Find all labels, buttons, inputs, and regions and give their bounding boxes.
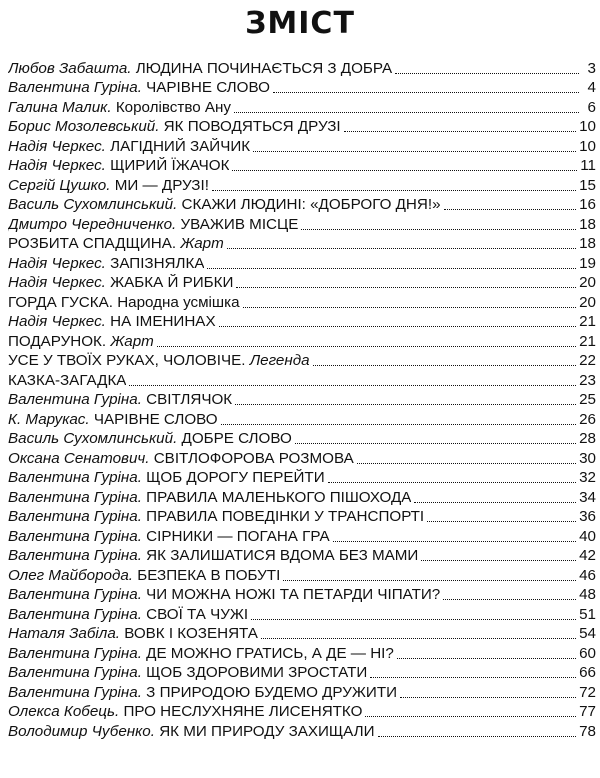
toc-entry-text bbox=[8, 138, 250, 156]
toc-entry-text bbox=[8, 333, 154, 351]
toc-entry[interactable] bbox=[8, 663, 596, 683]
toc-author: Валентина Гуріна. bbox=[8, 488, 142, 506]
toc-entry-text bbox=[8, 313, 216, 331]
toc-author: Олекса Кобець. bbox=[8, 703, 120, 720]
table-of-contents bbox=[8, 58, 596, 741]
dot-leader bbox=[295, 443, 576, 444]
dot-leader bbox=[443, 599, 576, 600]
toc-page-number: 18 bbox=[579, 235, 596, 252]
toc-entry[interactable] bbox=[8, 117, 596, 137]
toc-author: Валентина Гуріна. bbox=[8, 508, 142, 525]
dot-leader bbox=[313, 365, 577, 366]
toc-entry-text bbox=[8, 450, 354, 468]
toc-entry-text bbox=[8, 567, 280, 585]
toc-entry[interactable] bbox=[8, 624, 596, 644]
dot-leader bbox=[357, 463, 576, 464]
toc-entry[interactable] bbox=[8, 58, 596, 78]
toc-page-number: 19 bbox=[579, 254, 596, 272]
dot-leader bbox=[212, 190, 576, 191]
toc-genre-note: Жарт bbox=[180, 235, 224, 252]
toc-entry-text bbox=[8, 703, 362, 721]
toc-page-number: 54 bbox=[579, 625, 596, 642]
toc-author: Надія Черкес. bbox=[8, 254, 106, 272]
dot-leader bbox=[400, 697, 576, 698]
toc-page-number: 36 bbox=[579, 508, 596, 525]
toc-entry[interactable] bbox=[8, 643, 596, 663]
toc-page-number: 51 bbox=[579, 605, 596, 623]
toc-page-number: 60 bbox=[579, 644, 596, 662]
toc-title: ПРО НЕСЛУХНЯНЕ ЛИСЕНЯТКО bbox=[123, 703, 363, 720]
toc-entry-text bbox=[8, 547, 418, 565]
toc-page-number: 21 bbox=[579, 313, 596, 330]
toc-entry-text bbox=[8, 411, 218, 429]
toc-entry[interactable] bbox=[8, 351, 596, 371]
dot-leader bbox=[344, 131, 576, 132]
toc-title: РОЗБИТА СПАДЩИНА. bbox=[8, 235, 177, 252]
toc-title: ЩОБ ДОРОГУ ПЕРЕЙТИ bbox=[146, 469, 325, 486]
toc-entry-text bbox=[8, 274, 233, 292]
toc-page-number: 28 bbox=[579, 430, 596, 447]
toc-author: Володимир Чубенко. bbox=[8, 722, 155, 740]
toc-title: ЯК ЗАЛИШАТИСЯ ВДОМА БЕЗ МАМИ bbox=[146, 547, 419, 564]
toc-entry[interactable] bbox=[8, 214, 596, 234]
toc-title: БЕЗПЕКА В ПОБУТІ bbox=[137, 566, 281, 584]
toc-title: ЛАГІДНИЙ ЗАЙЧИК bbox=[110, 137, 251, 155]
dot-leader bbox=[395, 73, 579, 74]
toc-entry-text bbox=[8, 489, 411, 507]
page-title: ЗМІСТ bbox=[245, 6, 355, 41]
dot-leader bbox=[236, 287, 576, 288]
toc-entry[interactable] bbox=[8, 448, 596, 468]
toc-author: Валентина Гуріна. bbox=[8, 469, 142, 486]
toc-entry-text bbox=[8, 235, 224, 253]
toc-entry[interactable] bbox=[8, 721, 596, 741]
toc-author: Валентина Гуріна. bbox=[8, 547, 142, 564]
toc-title: НА ІМЕНИНАХ bbox=[110, 313, 216, 330]
toc-author: Борис Мозолевський. bbox=[8, 118, 160, 135]
dot-leader bbox=[365, 716, 576, 717]
toc-author: Любов Забашта. bbox=[8, 59, 132, 77]
toc-entry-text bbox=[8, 723, 375, 741]
toc-entry-text bbox=[8, 177, 209, 195]
toc-title: З ПРИРОДОЮ БУДЕМО ДРУЖИТИ bbox=[146, 683, 398, 701]
dot-leader bbox=[253, 151, 576, 152]
toc-entry-text bbox=[8, 216, 298, 234]
toc-author: К. Марукас. bbox=[8, 410, 90, 428]
toc-title: СІРНИКИ — ПОГАНА ГРА bbox=[146, 527, 330, 545]
toc-entry[interactable] bbox=[8, 370, 596, 390]
toc-entry[interactable] bbox=[8, 702, 596, 722]
toc-title: КАЗКА-ЗАГАДКА bbox=[8, 371, 127, 389]
toc-title: ДЕ МОЖНО ГРАТИСЬ, А ДЕ — НІ? bbox=[146, 644, 394, 662]
toc-entry-text bbox=[8, 528, 330, 546]
toc-title: ПРАВИЛА ПОВЕДІНКИ У ТРАНСПОРТІ bbox=[146, 508, 425, 525]
toc-title: ПОДАРУНОК. bbox=[8, 332, 107, 350]
toc-title: УВАЖИВ МІСЦЕ bbox=[180, 215, 299, 233]
toc-entry-text bbox=[8, 684, 397, 702]
toc-author: Василь Сухомлинський. bbox=[8, 430, 178, 447]
toc-entry-text bbox=[8, 294, 240, 312]
dot-leader bbox=[273, 92, 579, 93]
toc-page-number: 23 bbox=[579, 371, 596, 389]
toc-page-number: 10 bbox=[579, 137, 596, 155]
toc-page-number: 34 bbox=[579, 488, 596, 506]
dot-leader bbox=[221, 424, 576, 425]
dot-leader bbox=[427, 521, 576, 522]
toc-entry[interactable] bbox=[8, 175, 596, 195]
toc-entry-text bbox=[8, 99, 231, 117]
toc-page-number: 22 bbox=[579, 352, 596, 369]
toc-author: Василь Сухомлинський. bbox=[8, 196, 178, 213]
toc-entry-text bbox=[8, 508, 424, 526]
toc-entry[interactable] bbox=[8, 487, 596, 507]
dot-leader bbox=[157, 346, 576, 347]
toc-page-number: 20 bbox=[579, 293, 596, 311]
toc-entry[interactable] bbox=[8, 97, 596, 117]
dot-leader bbox=[207, 268, 576, 269]
toc-author: Валентина Гуріна. bbox=[8, 664, 142, 681]
toc-entry[interactable] bbox=[8, 468, 596, 488]
toc-page-number: 3 bbox=[587, 59, 596, 77]
toc-author: Оксана Сенатович. bbox=[8, 449, 150, 467]
toc-page-number: 32 bbox=[579, 469, 596, 486]
toc-title: ЧИ МОЖНА НОЖІ ТА ПЕТАРДИ ЧІПАТИ? bbox=[146, 586, 441, 603]
toc-title: УСЕ У ТВОЇХ РУКАХ, ЧОЛОВІЧЕ. bbox=[8, 352, 246, 369]
toc-entry[interactable] bbox=[8, 312, 596, 332]
dot-leader bbox=[414, 502, 576, 503]
dot-leader bbox=[235, 404, 576, 405]
dot-leader bbox=[251, 619, 576, 620]
toc-page-number: 72 bbox=[579, 683, 596, 701]
toc-title: ЩИРИЙ ЇЖАЧОК bbox=[110, 157, 230, 174]
toc-entry[interactable] bbox=[8, 136, 596, 156]
toc-entry[interactable] bbox=[8, 546, 596, 566]
toc-page-number: 18 bbox=[579, 215, 596, 233]
toc-page-number: 66 bbox=[579, 664, 596, 681]
toc-title: ЩОБ ЗДОРОВИМИ ЗРОСТАТИ bbox=[146, 664, 368, 681]
toc-entry[interactable] bbox=[8, 253, 596, 273]
toc-entry[interactable] bbox=[8, 409, 596, 429]
toc-entry[interactable] bbox=[8, 292, 596, 312]
toc-entry-text bbox=[8, 664, 367, 682]
toc-title: ДОБРЕ СЛОВО bbox=[181, 430, 292, 447]
dot-leader bbox=[243, 307, 577, 308]
toc-title: ЯК ПОВОДЯТЬСЯ ДРУЗІ bbox=[163, 118, 341, 135]
toc-entry-text bbox=[8, 430, 292, 448]
toc-page-number: 48 bbox=[579, 586, 596, 603]
toc-title: СВІТЛЯЧОК bbox=[146, 391, 233, 408]
dot-leader bbox=[333, 541, 576, 542]
toc-entry-text bbox=[8, 469, 325, 487]
toc-author: Сергій Цушко. bbox=[8, 176, 111, 194]
toc-entry[interactable] bbox=[8, 604, 596, 624]
toc-title: ЧАРІВНЕ СЛОВО bbox=[93, 410, 218, 428]
toc-author: Дмитро Чередниченко. bbox=[8, 215, 177, 233]
toc-entry[interactable] bbox=[8, 156, 596, 176]
toc-entry-text bbox=[8, 196, 441, 214]
toc-title: Королівство Ану bbox=[115, 98, 232, 116]
toc-title: МИ — ДРУЗІ! bbox=[114, 176, 209, 194]
toc-page-number: 78 bbox=[579, 722, 596, 740]
toc-entry-text bbox=[8, 372, 126, 390]
toc-author: Надія Черкес. bbox=[8, 137, 106, 155]
toc-page-number: 42 bbox=[579, 547, 596, 564]
toc-entry[interactable] bbox=[8, 331, 596, 351]
toc-page-number: 77 bbox=[579, 703, 596, 720]
dot-leader bbox=[397, 658, 576, 659]
dot-leader bbox=[232, 170, 577, 171]
toc-entry[interactable] bbox=[8, 273, 596, 293]
toc-page-number: 4 bbox=[587, 79, 596, 96]
dot-leader bbox=[129, 385, 576, 386]
dot-leader bbox=[219, 326, 577, 327]
dot-leader bbox=[301, 229, 576, 230]
toc-title: ГОРДА ГУСКА. Народна усмішка bbox=[8, 293, 240, 311]
toc-author: Валентина Гуріна. bbox=[8, 79, 142, 96]
toc-title: ЛЮДИНА ПОЧИНАЄТЬСЯ З ДОБРА bbox=[135, 59, 393, 77]
toc-entry-text bbox=[8, 60, 392, 78]
toc-title: ЗАПІЗНЯЛКА bbox=[110, 254, 205, 272]
toc-page-number: 46 bbox=[579, 566, 596, 584]
dot-leader bbox=[378, 736, 577, 737]
toc-entry[interactable] bbox=[8, 390, 596, 410]
toc-entry-text bbox=[8, 391, 232, 409]
toc-page-number: 20 bbox=[579, 274, 596, 291]
toc-author: Надія Черкес. bbox=[8, 274, 106, 291]
dot-leader bbox=[370, 677, 576, 678]
toc-title: СКАЖИ ЛЮДИНІ: «ДОБРОГО ДНЯ!» bbox=[181, 196, 441, 213]
toc-title: ВОВК І КОЗЕНЯТА bbox=[124, 625, 258, 642]
toc-author: Валентина Гуріна. bbox=[8, 644, 142, 662]
toc-entry[interactable] bbox=[8, 507, 596, 527]
toc-entry[interactable] bbox=[8, 234, 596, 254]
dot-leader bbox=[261, 638, 576, 639]
dot-leader bbox=[234, 112, 579, 113]
toc-entry-text bbox=[8, 606, 248, 624]
toc-entry-text bbox=[8, 586, 440, 604]
toc-entry-text bbox=[8, 79, 270, 97]
toc-author: Валентина Гуріна. bbox=[8, 527, 142, 545]
toc-page-number: 30 bbox=[579, 449, 596, 467]
dot-leader bbox=[227, 248, 576, 249]
toc-title: СВОЇ ТА ЧУЖІ bbox=[146, 605, 249, 623]
toc-author: Надія Черкес. bbox=[8, 313, 106, 330]
toc-entry[interactable] bbox=[8, 526, 596, 546]
dot-leader bbox=[328, 482, 576, 483]
toc-author: Валентина Гуріна. bbox=[8, 605, 142, 623]
toc-author: Наталя Забіла. bbox=[8, 625, 120, 642]
toc-genre-note: Жарт bbox=[110, 332, 154, 350]
toc-entry-text bbox=[8, 157, 229, 175]
toc-title: ПРАВИЛА МАЛЕНЬКОГО ПІШОХОДА bbox=[146, 488, 412, 506]
toc-author: Валентина Гуріна. bbox=[8, 586, 142, 603]
toc-page-number: 6 bbox=[587, 98, 596, 116]
toc-entry-text bbox=[8, 352, 310, 370]
toc-entry-text bbox=[8, 625, 258, 643]
toc-title: СВІТЛОФОРОВА РОЗМОВА bbox=[153, 449, 354, 467]
toc-entry-text bbox=[8, 255, 204, 273]
toc-page-number: 16 bbox=[579, 196, 596, 213]
toc-entry[interactable] bbox=[8, 78, 596, 98]
toc-page-number: 15 bbox=[579, 176, 596, 194]
toc-author: Галина Малик. bbox=[8, 98, 112, 116]
toc-entry[interactable] bbox=[8, 585, 596, 605]
toc-entry[interactable] bbox=[8, 682, 596, 702]
toc-entry-text bbox=[8, 645, 394, 663]
dot-leader bbox=[444, 209, 577, 210]
dot-leader bbox=[421, 560, 576, 561]
toc-author: Валентина Гуріна. bbox=[8, 683, 142, 701]
dot-leader bbox=[283, 580, 576, 581]
toc-author: Валентина Гуріна. bbox=[8, 391, 142, 408]
toc-page-number: 11 bbox=[580, 157, 596, 174]
toc-title: ЧАРІВНЕ СЛОВО bbox=[146, 79, 270, 96]
toc-page-number: 26 bbox=[579, 410, 596, 428]
toc-entry[interactable] bbox=[8, 565, 596, 585]
toc-author: Надія Черкес. bbox=[8, 157, 106, 174]
toc-entry-text bbox=[8, 118, 341, 136]
toc-page-number: 10 bbox=[579, 118, 596, 135]
toc-page-number: 21 bbox=[579, 332, 596, 350]
toc-entry[interactable] bbox=[8, 429, 596, 449]
toc-page-number: 25 bbox=[579, 391, 596, 408]
toc-title: ЖАБКА Й РИБКИ bbox=[110, 274, 234, 291]
toc-title: ЯК МИ ПРИРОДУ ЗАХИЩАЛИ bbox=[159, 722, 375, 740]
toc-genre-note: Легенда bbox=[249, 352, 310, 369]
toc-page-number: 40 bbox=[579, 527, 596, 545]
toc-entry[interactable] bbox=[8, 195, 596, 215]
toc-author: Олег Майборода. bbox=[8, 566, 134, 584]
